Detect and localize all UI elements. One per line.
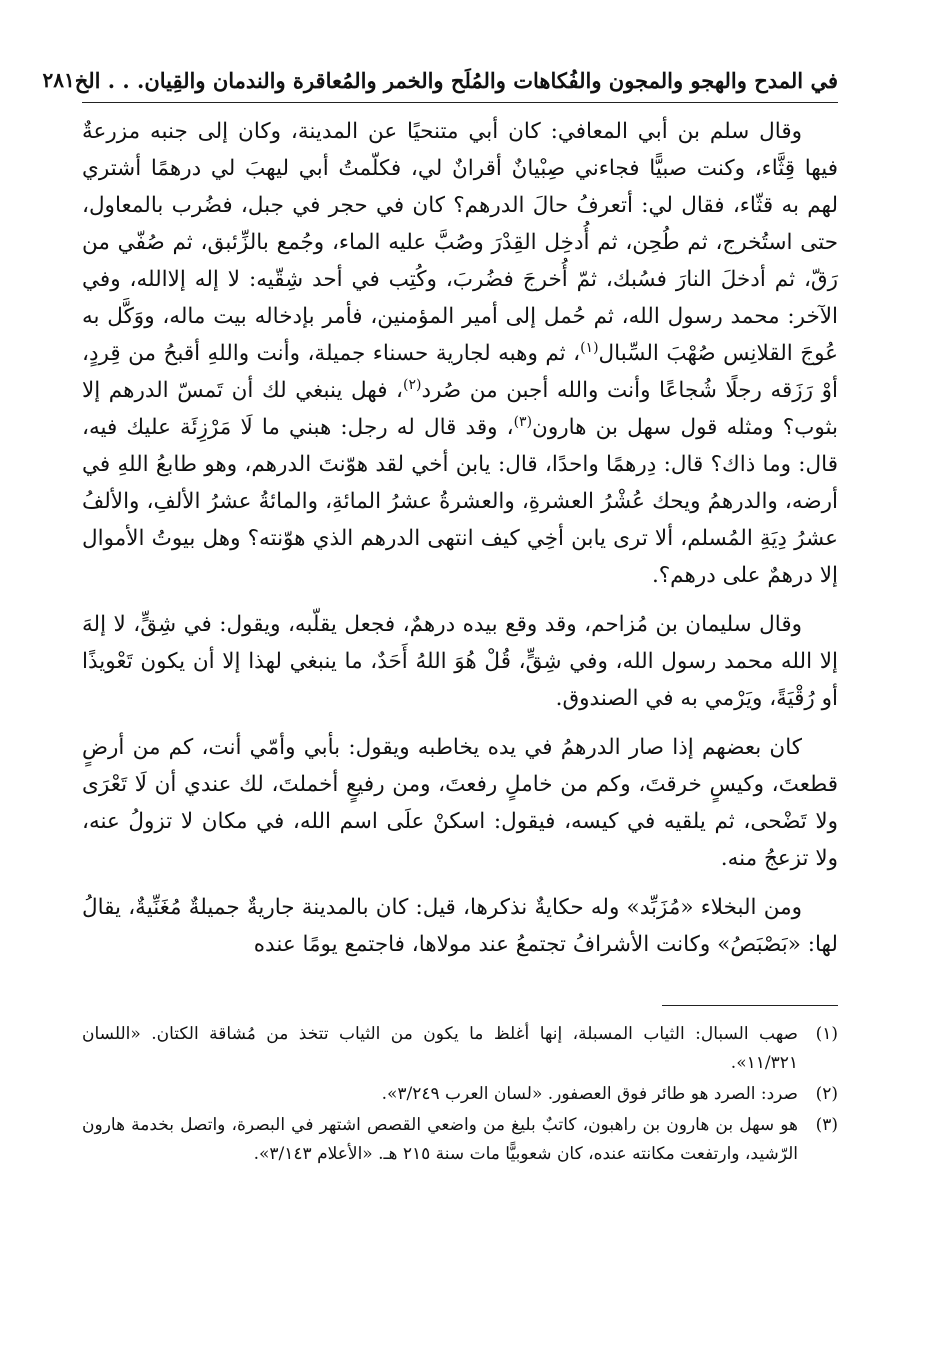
main-text bbox=[82, 113, 838, 963]
footnote-ref-3: (٣) bbox=[513, 413, 533, 430]
footnote-3 bbox=[82, 1111, 838, 1169]
footnote-2 bbox=[82, 1080, 838, 1109]
footnote-text: هو سهل بن هارون بن راهبون، كاتبٌ بليغ من واضعي القصص اشتهر في البصرة، واتصل بخدمة هارون الرّشيد، وارتفعت مكانته عنده، كان شعوبيًّا مات سنة ٢١٥ هـ. «الأعلام ٣/١٤٣». bbox=[82, 1115, 798, 1164]
paragraph-4: ومن البخلاء «مُزَبِّد» وله حكايةٌ نذكرها، قيل: كان بالمدينة جاريةٌ جميلةٌ مُغَنِّيةٌ، يقالُ لها: «بَصْبَصُ» وكانت الأشرافُ تجتمعُ عند مولاها، فاجتمع يومًا عنده bbox=[82, 895, 838, 957]
paragraph-2: وقال سليمان بن مُزاحم، وقد وقع بيده درهمٌ، فجعل يقلّبه، ويقول: في شِقٍّ، لا إلهَ إلا الله محمد رسول الله، وفي شِقٍّ، قُلْ هُوَ اللهُ أَحَدٌ، ما ينبغي لهذا إلا أن يكون تَعْويذًا أو رُقْيَةً، ويَرْمي به في الصندوق. bbox=[82, 612, 838, 711]
running-title: في المدح والهجو والمجون والفُكاهات والمُلَح والخمر والمُعاقرة والندمان والقِيان. . . الخ bbox=[74, 67, 838, 93]
footnote-divider bbox=[662, 1005, 838, 1006]
footnote-ref-2: (٢) bbox=[403, 376, 422, 393]
running-header bbox=[42, 58, 838, 103]
footnotes bbox=[82, 1020, 838, 1169]
paragraph-1-part-a: وقال سلم بن أبي المعافي: كان أبي متنحيًا عن المدينة، وكان إلى جنبه مزرعةٌ فيها قِثَّاء، وكنت صبيًّا فجاءني صِبْيانٌ أقرانٌ لي، فكلّمتُ أبي ليهبَ لي درهمًا أشتري لهم به قثّاء، فقال لي: أتعرفُ حالَ الدرهم؟ كان في حجر في جبل، فضُرب بالمعاول، حتى استُخرج، ثم طُحِن، ثم أُدخِل القِدْرَ وصُبَّ عليه الماء، وجُمع بالزِّئبق، ثم صُفّي من رَقّ، ثم أدخلَ النارَ فسُبك، ثمّ أُخرجَ فضُربَ، وكُتِب في أحد شِقّيه: لا إله إلاالله، وفي الآخر: محمد رسول الله، ثم حُمل إلى أمير المؤمنين، فأمر بإدخاله بيت ماله، ووَكَّل به عُوجَ القلانِس صُهْبَ السِّبال bbox=[82, 119, 839, 366]
paragraph-1 bbox=[82, 113, 838, 594]
book-page bbox=[42, 58, 839, 1348]
footnote-number: (١) bbox=[815, 1024, 838, 1044]
footnote-text: صهب السبال: الثياب المسبلة، إنها أغلظ ما يكون من الثياب تتخذ من مُشاقة الكتان. «اللسان ١١/٣٢١». bbox=[82, 1024, 798, 1073]
footnote-ref-1: (١) bbox=[580, 339, 599, 356]
paragraph-3: كان بعضهم إذا صار الدرهمُ في يده يخاطبه ويقول: بأبي وأمّي أنت، كم من أرضٍ قطعتَ، وكيسٍ خرقتَ، وكم من خاملٍ رفعتَ، ومن رفيعٍ أخملتَ، لك عندي أن لَا تَعْرَى ولا تَضْحى، ثم يلقيه في كيسه، فيقول: اسكنْ علَى اسم الله، في مكان لا تزولُ عنه، ولا تزعجُ منه. bbox=[82, 735, 838, 871]
paragraph-1-part-d: ، وقد قال له رجل: هبني ما لَا مَرْزِئَة عليك فيه، قال: وما ذاك؟ قال: دِرهمًا واحدًا، قال: يابن أخي لقد هوّنتَ الدرهم، وهو طابعُ اللهِ في أرضه، والدرهمُ ويحك عُشْرُ العشرةِ، والعشرةُ عشرُ المائةِ، والمائةُ عشرُ الألفِ، والألفُ عشرُ دِيَةِ المُسلم، ألا ترى يابن أخِي كيف انتهى الدرهم الذي هوّنته؟ وهل بيوتُ الأموال إلا درهمٌ على درهم؟. bbox=[82, 415, 838, 588]
paragraph-1-part-c: ، فهل ينبغي لك أن تَمسّ الدرهم إلا بثوب؟ ومثله قول سهل بن هارون bbox=[82, 378, 838, 440]
footnote-number: (٢) bbox=[815, 1084, 838, 1104]
paragraph-1-part-b: ، ثم وهبه لجارية حسناء جميلة، وأنت واللهِ أقبحُ من قِردٍ، أوْ رَزَقه رجلًا شُجاعًا وأنت والله أجبن من صُرد bbox=[82, 341, 838, 403]
footnote-text: صرد: الصرد هو طائر فوق العصفور. «لسان العرب ٣/٢٤٩». bbox=[381, 1084, 798, 1104]
footnote-number: (٣) bbox=[815, 1115, 838, 1135]
page-number: ٢٨١ bbox=[42, 68, 75, 92]
footnote-1 bbox=[82, 1020, 838, 1078]
